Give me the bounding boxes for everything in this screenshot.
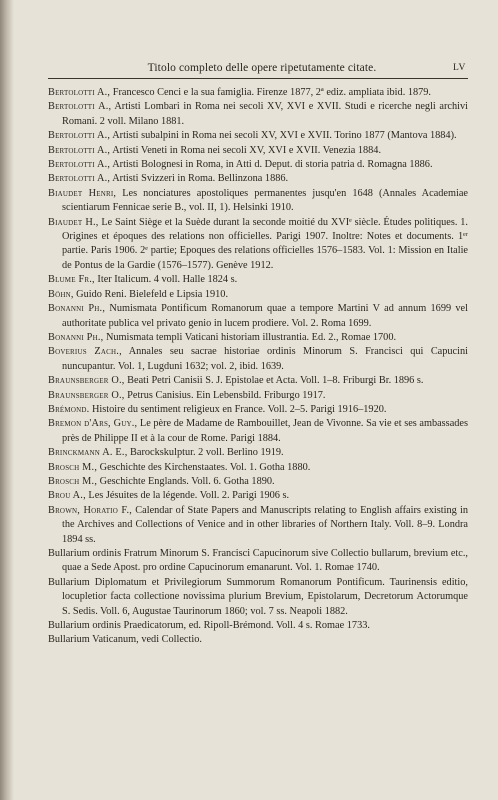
bibliography-entry — [48, 446, 468, 460]
entry-text: Artisti Lombari in Roma nei secoli XV, XVI e XVII. Studi e ricerche negli archivi Romani. 2 voll. Milano 1881. — [62, 101, 469, 127]
entry-text: Calendar of State Papers and Manuscripts relating to English affairs existing in the Archives and Collections of Venice and in other libraries of Northern Italy. Voll. 8–9. Londra 1894 ss. — [62, 504, 469, 545]
entry-text: Numismata Pontificum Romanorum quae a tempore Martini V ad annum 1699 vel authoritate publica vel privato genio in lucem prodiere. Vol. 2. Roma 1699. — [62, 303, 468, 329]
bibliography-entry — [48, 389, 468, 403]
entry-author: Brinckmann A. E., — [48, 447, 128, 459]
bibliography-entry — [48, 216, 468, 274]
entry-text: Annales seu sacrae historiae ordinis Minorum S. Francisci qui Capucini nuncupantur. Vol. 1, Lugduni 1632; vol. 2, ibid. 1639. — [62, 346, 468, 372]
entry-text: Bullarium Diplomatum et Privilegiorum Summorum Romanorum Pontificum. Taurinensis editio, locupletior facta collectione novissima plurium Brevium, Epistolarum, Decretorum Actorumque S. Sedis. Voll. 6, Augustae Taurinorum 1860; vol. 7 ss. Neapoli 1882. — [48, 576, 468, 617]
header-rule — [48, 78, 468, 79]
bibliography-entry — [48, 475, 468, 489]
entry-text: Bullarium ordinis Fratrum Minorum S. Francisci Capucinorum sive Collectio bullarum, brevium etc., quae a Sede Apost. pro ordine Capucinorum emanarunt. Vol. 1. Romae 1740. — [48, 548, 468, 574]
entry-text: Les Jésuites de la légende. Voll. 2. Parigi 1906 s. — [85, 490, 290, 502]
bibliography-entry — [48, 403, 468, 417]
bibliography-list — [48, 86, 468, 648]
entry-text: Le Saint Siège et la Suède durant la seconde moitié du XVIᵉ siècle. Études politiques. 1. Origines et époques des relations non officielles. Parigi 1907. Inoltre: Notes et documents. 1ᵉʳ partie. Paris 1906. 2ᵉ partie; Epoques des relations officielles 1576–1583. Vol. 1: Mission en Italie de Pontus de la Gardie (1576–1577). Genève 1912. — [62, 216, 469, 271]
entry-author: Bonanni Ph., — [48, 331, 104, 343]
entry-author: Boverius Zach., — [48, 346, 122, 358]
entry-author: Bremon d'Ars, Guy., — [48, 418, 138, 430]
entry-author: Braunsberger O., — [48, 389, 125, 401]
entry-text: Barockskulptur. 2 voll. Berlino 1919. — [127, 447, 284, 459]
entry-author: Böhn, — [48, 288, 74, 300]
entry-author: Biaudet H., — [48, 216, 99, 228]
bibliography-entry — [48, 86, 468, 100]
page-number: LV — [453, 63, 466, 73]
entry-text: Beati Petri Canisii S. J. Epistolae et Acta. Voll. 1–8. Friburgi Br. 1896 s. — [124, 375, 424, 387]
bibliography-entry — [48, 100, 468, 129]
bibliography-entry — [48, 172, 468, 186]
entry-author: Bertolotti A., — [48, 159, 111, 171]
bibliography-entry — [48, 302, 468, 331]
bibliography-entry — [48, 374, 468, 388]
entry-author: Braunsberger O., — [48, 375, 125, 387]
entry-author: Bertolotti A., — [48, 130, 111, 142]
bibliography-entry — [48, 288, 468, 302]
entry-text: Artisti Veneti in Roma nei secoli XV, XVI e XVII. Venezia 1884. — [110, 144, 382, 156]
entry-author: Bertolotti A., — [48, 144, 111, 156]
bibliography-entry — [48, 461, 468, 475]
entry-text: Francesco Cenci e la sua famiglia. Firenze 1877, 2ª ediz. ampliata ibid. 1879. — [110, 87, 432, 98]
entry-text: Petrus Canisius. Ein Lebensbild. Friburgo 1917. — [124, 389, 326, 401]
page-gutter-shadow — [0, 0, 14, 800]
entry-author: Bonanni Ph., — [48, 303, 106, 315]
entry-text: Guido Reni. Bielefeld e Lipsia 1910. — [73, 288, 229, 300]
entry-text: Les nonciatures apostoliques permanentes jusqu'en 1648 (Annales Academiae scientiarum Fennicae serie B., vol. II, 1). Helsinki 1910. — [62, 187, 468, 214]
entry-text: Geschichte des Kirchenstaates. Vol. 1. Gotha 1880. — [97, 461, 311, 473]
entry-text: Artisti Svizzeri in Roma. Bellinzona 1886. — [110, 173, 289, 185]
running-header — [58, 62, 466, 76]
bibliography-entry — [48, 331, 468, 345]
entry-author: Biaudet Henri, — [48, 187, 117, 199]
entry-author: Bertolotti A., — [48, 101, 112, 113]
bibliography-entry — [48, 345, 468, 374]
bibliography-entry — [48, 158, 468, 172]
entry-author: Brown, Horatio F., — [48, 504, 133, 516]
entry-text: Numismata templi Vaticani historiam illustrantia. Ed. 2., Romae 1700. — [103, 331, 397, 343]
entry-text: Geschichte Englands. Voll. 6. Gotha 1890. — [97, 475, 275, 487]
bibliography-entry — [48, 619, 468, 633]
entry-author: Brosch M., — [48, 461, 98, 473]
entry-text: Iter Italicum. 4 voll. Halle 1824 s. — [94, 274, 238, 286]
entry-author: Bertolotti A., — [48, 87, 111, 98]
bibliography-entry — [48, 576, 468, 619]
bibliography-entry — [48, 144, 468, 158]
bibliography-entry — [48, 187, 468, 216]
entry-author: Brémond. — [48, 403, 90, 415]
entry-author: Brou A., — [48, 490, 86, 502]
bibliography-entry — [48, 129, 468, 143]
bibliography-entry — [48, 273, 468, 287]
bibliography-entry — [48, 504, 468, 547]
entry-text: Histoire du sentiment religieux en France. Voll. 2–5. Parigi 1916–1920. — [89, 403, 387, 415]
entry-author: Bertolotti A., — [48, 173, 111, 185]
bibliography-entry — [48, 633, 468, 647]
entry-author: Brosch M., — [48, 475, 98, 487]
entry-text: Bullarium Vaticanum, vedi Collectio. — [48, 634, 202, 646]
bibliography-entry — [48, 417, 468, 446]
entry-text: Artisti Bolognesi in Roma, in Atti d. Deput. di storia patria d. Romagna 1886. — [110, 159, 433, 171]
bibliography-entry — [48, 489, 468, 503]
entry-text: Bullarium ordinis Praedicatorum, ed. Ripoll-Brémond. Voll. 4 s. Romae 1733. — [48, 620, 370, 632]
entry-author: Blume Fr., — [48, 274, 95, 286]
entry-text: Artisti subalpini in Roma nei secoli XV, XVI e XVII. Torino 1877 (Mantova 1884). — [110, 130, 457, 142]
bibliography-entry — [48, 547, 468, 576]
entry-text: Le père de Madame de Rambouillet, Jean de Vivonne. Sa vie et ses ambassades près de Philippe II et à la cour de Rome. Parigi 1884. — [62, 418, 468, 444]
running-title: Titolo completo delle opere ripetutamente citate. — [147, 62, 377, 74]
